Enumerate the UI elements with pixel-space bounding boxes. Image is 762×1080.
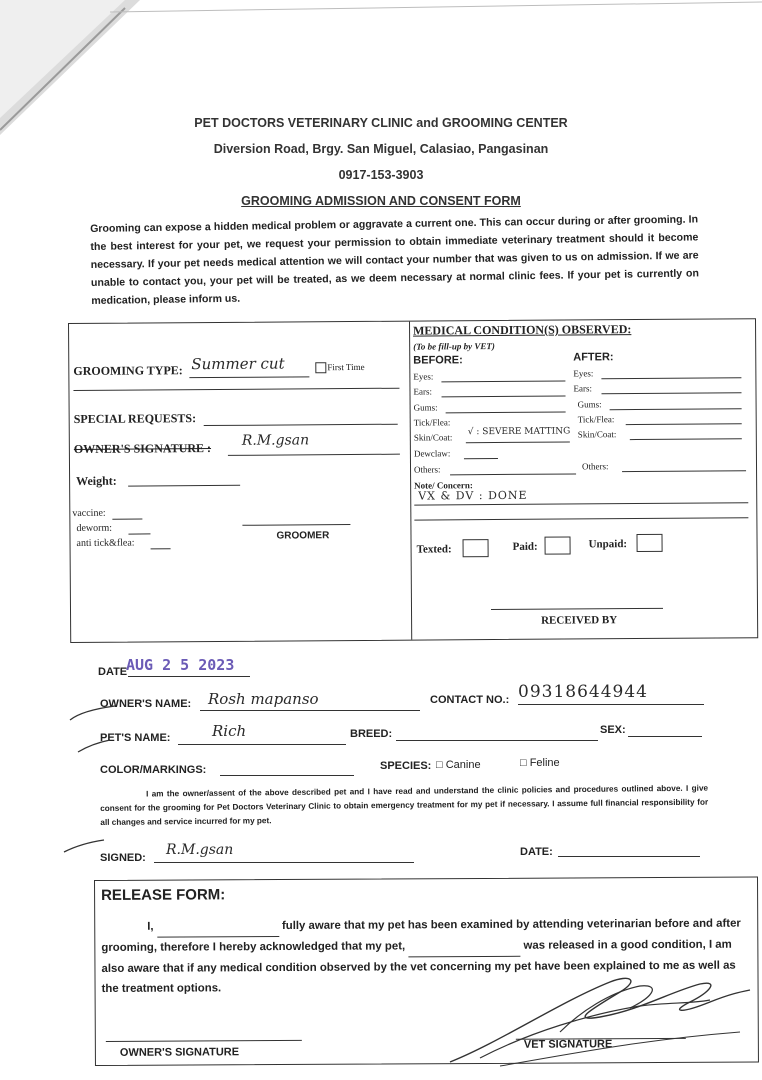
deworm-label: deworm: [76,522,113,534]
before-label: BEFORE: [413,354,463,367]
groomer-label: GROOMER [276,530,330,542]
clinic-name: PET DOCTORS VETERINARY CLINIC and GROOMING CENTER [194,116,568,130]
pet-name-line [178,744,346,745]
release-text-1: I, [147,920,154,933]
after-gums-label: Gums: [577,399,602,410]
signed-line [154,862,414,863]
deworm-line[interactable] [128,533,150,534]
note-value[interactable]: VX & DV : DONE [418,488,528,503]
special-requests-line[interactable] [204,424,398,426]
dewclaw-label: Dewclaw: [413,448,451,459]
clinic-address: Diversion Road, Brgy. San Miguel, Calasiao, Pangasinan [213,142,549,156]
panel-divider [409,322,412,640]
after-tick-line[interactable] [626,423,742,425]
contact-label: CONTACT NO.: [430,694,510,706]
first-time-label: First Time [327,361,365,373]
vaccine-label: vaccine: [72,507,106,519]
margin-pen-marks [60,690,120,860]
weight-label: Weight: [76,473,117,488]
after-eyes-line[interactable] [601,377,741,379]
weight-line[interactable] [128,485,240,487]
before-skin-label: Skin/Coat: [413,432,453,443]
grooming-type-value[interactable]: Summer cut [191,354,285,374]
vaccine-line[interactable] [112,518,142,519]
date-label: DATE [98,666,128,678]
release-title: RELEASE FORM: [101,886,226,904]
pet-name-label: PET'S NAME: [100,732,171,744]
owner-name-label: OWNER'S NAME: [100,698,192,710]
note-line-2[interactable] [414,517,748,520]
medical-title: MEDICAL CONDITION(S) OBSERVED: [413,322,632,338]
after-skin-line[interactable] [630,438,742,440]
after-others-line[interactable] [622,470,746,472]
color-label: COLOR/MARKINGS: [100,764,207,776]
date-stamp: AUG 2 5 2023 [126,656,235,674]
intro-paragraph: Grooming can expose a hidden medical problem or aggravate a current one. This can occur during or after grooming. In the best interest for your pet, we request your permission to obtain immediate veterinary treatment should it become necessary. If your pet needs medical attention we will contact your number that was given to us on admission. If we are unable to contact you, your pet will be treated, as we deem necessary at normal clinic fees. If your pet is currently on medication, please inform us. [90,213,700,307]
release-owner-signature-line[interactable] [106,1040,302,1042]
species-label: SPECIES: [380,760,432,772]
after-others-label: Others: [581,461,609,472]
vet-signature-scribble [440,962,760,1072]
after-skin-label: Skin/Coat: [577,429,617,440]
before-gums-label: Gums: [413,402,438,413]
signed-label: SIGNED: [100,852,146,864]
breed-label: BREED: [350,728,393,740]
texted-label: Texted: [416,543,452,556]
contact-value[interactable]: 09318644944 [518,682,648,702]
contact-line [518,704,704,705]
consent-paragraph: I am the owner/assent of the above described pet and I have read and understand the clinic policies and procedures outlined above. I give consent for the grooming for Pet Doctors Veterinary Clinic to obtain emergency treatment for my pet if necessary. I assume full financial responsibility for all changes and service incurred for my pet. [100,783,709,827]
before-gums-line[interactable] [446,412,566,414]
texted-checkbox[interactable] [463,539,489,557]
received-by-line[interactable] [491,608,663,610]
groomer-line[interactable] [242,524,350,526]
release-owner-name-line[interactable] [157,916,279,938]
release-text-3: was released in a good condition, I am also aware that if any medical condition observed by the vet concerning my pet have been explained to me as well as the treatment options. [101,938,736,995]
grooming-type-line [189,376,309,378]
after-label: AFTER: [573,351,614,364]
signed-value[interactable]: R.M.gsan [166,842,234,858]
note-line-1 [414,502,748,505]
canine-option[interactable]: □ Canine [436,759,481,771]
special-requests-label: SPECIAL REQUESTS: [73,411,197,426]
unpaid-checkbox[interactable] [636,534,662,552]
before-others-label: Others: [413,464,441,475]
before-tick-label: Tick/Flea: [413,417,451,428]
first-time-checkbox[interactable] [315,362,326,373]
before-skin-line [466,441,570,443]
color-line[interactable] [220,775,354,776]
received-by-label: RECEIVED BY [541,614,618,627]
after-gums-line[interactable] [610,408,742,410]
before-others-line[interactable] [450,473,576,475]
owner-signature-label: OWNER'S SIGNATURE : [73,441,212,456]
date-line [128,676,250,677]
paid-label: Paid: [512,540,538,553]
note-label: Note/ Concern: [414,480,473,491]
feline-option[interactable]: □ Feline [520,757,560,769]
before-eyes-label: Eyes: [413,371,434,382]
clinic-phone: 0917-153-3903 [338,168,424,182]
after-ears-line[interactable] [602,392,742,394]
after-eyes-label: Eyes: [573,368,594,379]
owner-signature-line [228,454,400,456]
medical-subtitle: (To be fill-up by VET) [413,341,495,352]
paid-checkbox[interactable] [545,536,571,554]
before-skin-value[interactable]: √ : SEVERE MATTING [467,426,571,438]
breed-line[interactable] [396,740,598,741]
anti-tick-label: anti tick&flea: [76,537,135,549]
unpaid-label: Unpaid: [588,538,628,551]
admission-panel [68,318,758,643]
before-ears-label: Ears: [413,386,433,397]
after-tick-label: Tick/Flea: [577,414,615,425]
grooming-type-label: GROOMING TYPE: [73,363,183,378]
sex-line[interactable] [628,736,702,737]
after-ears-label: Ears: [573,383,593,394]
before-eyes-line[interactable] [441,381,565,383]
owner-name-value[interactable]: Rosh mapanso [208,690,319,708]
grooming-type-line-2 [73,388,399,391]
date2-label: DATE: [520,846,553,858]
release-owner-signature-label: OWNER'S SIGNATURE [119,1046,240,1059]
release-text-2: fully aware that my pet has been examined by attending veterinarian before and after grooming, therefore I hereby acknowledged that my pet, [101,917,741,954]
sex-label: SEX: [600,724,626,736]
date2-line[interactable] [558,856,700,857]
anti-tick-line[interactable] [151,548,171,549]
form-title: GROOMING ADMISSION AND CONSENT FORM [241,194,521,208]
dewclaw-line[interactable] [464,458,498,459]
owner-name-line [200,710,420,711]
owner-signature-value[interactable]: R.M.gsan [241,432,310,449]
release-pet-name-line[interactable] [408,936,520,958]
before-ears-line[interactable] [442,396,566,398]
pet-name-value[interactable]: Rich [212,722,247,740]
release-vet-signature-label: VET SIGNATURE [523,1038,613,1051]
